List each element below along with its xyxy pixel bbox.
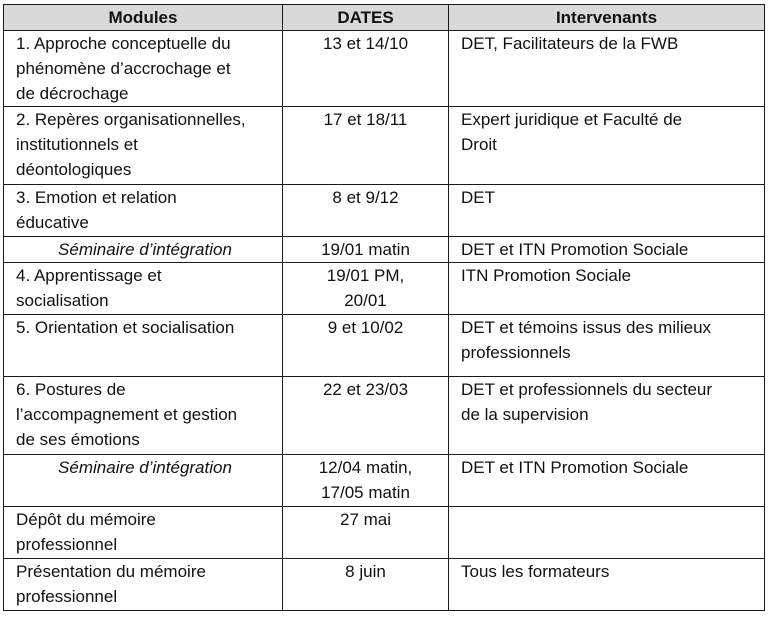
intervenants-cell <box>449 185 765 237</box>
module-cell <box>4 507 283 559</box>
module-text: 5. Orientation et socialisation <box>16 318 235 337</box>
dates-cell <box>283 237 449 263</box>
table-row <box>4 31 765 107</box>
intervenants-text: DET et témoins issus des milieux <box>461 318 712 337</box>
module-text: déontologiques <box>16 160 132 179</box>
dates-cell <box>283 107 449 185</box>
intervenants-cell <box>449 107 765 185</box>
intervenants-cell <box>449 237 765 263</box>
dates-text: 9 et 10/02 <box>327 318 404 337</box>
dates-text: 13 et 14/10 <box>322 34 409 53</box>
table-row <box>4 315 765 377</box>
intervenants-text: DET et professionnels du secteur <box>461 380 713 399</box>
module-text: de décrochage <box>16 84 129 103</box>
dates-cell <box>283 559 449 611</box>
intervenants-text: DET et ITN Promotion Sociale <box>461 458 689 477</box>
dates-text: 17/05 matin <box>321 483 410 502</box>
intervenants-cell <box>449 507 765 559</box>
dates-text: 27 mai <box>339 510 392 529</box>
module-text: socialisation <box>16 291 109 310</box>
table-row <box>4 507 765 559</box>
intervenants-text: DET <box>461 188 495 207</box>
intervenants-cell <box>449 31 765 107</box>
module-text: institutionnels et <box>16 135 138 154</box>
dates-text: 19/01 PM, <box>326 266 405 285</box>
intervenants-cell <box>449 315 765 377</box>
module-cell <box>4 377 283 455</box>
module-cell <box>4 559 283 611</box>
module-cell <box>4 107 283 185</box>
module-cell <box>4 315 283 377</box>
intervenants-text: professionnels <box>461 343 571 362</box>
intervenants-cell <box>449 263 765 315</box>
module-text: l’accompagnement et gestion <box>16 405 238 424</box>
module-text: 1. Approche conceptuelle du <box>16 34 231 53</box>
dates-cell <box>283 185 449 237</box>
intervenants-text: DET et ITN Promotion Sociale <box>461 240 689 259</box>
module-text: éducative <box>16 213 89 232</box>
table-row <box>4 455 765 507</box>
dates-cell <box>283 31 449 107</box>
header-intervenants: Intervenants <box>449 5 765 31</box>
dates-text: 22 et 23/03 <box>322 380 409 399</box>
module-text: 6. Postures de <box>16 380 126 399</box>
dates-text: 8 juin <box>345 562 386 581</box>
dates-text: 8 et 9/12 <box>332 188 399 207</box>
intervenants-cell <box>449 455 765 507</box>
module-text: professionnel <box>16 587 118 606</box>
header-modules: Modules <box>4 5 283 31</box>
table-row <box>4 559 765 611</box>
module-cell <box>4 237 283 263</box>
header-dates: DATES <box>283 5 449 31</box>
intervenants-text: de la supervision <box>461 405 589 424</box>
dates-cell <box>283 377 449 455</box>
dates-cell <box>283 507 449 559</box>
module-text: 2. Repères organisationnelles, <box>16 110 246 129</box>
module-cell <box>4 263 283 315</box>
module-cell <box>4 185 283 237</box>
module-cell <box>4 31 283 107</box>
module-text: 3. Emotion et relation <box>16 188 177 207</box>
table-row <box>4 185 765 237</box>
intervenants-cell <box>449 559 765 611</box>
module-text: de ses émotions <box>16 430 140 449</box>
seminar-text: Séminaire d’intégration <box>58 240 232 259</box>
header-row <box>4 5 765 31</box>
table-row <box>4 263 765 315</box>
module-text: 4. Apprentissage et <box>16 266 162 285</box>
module-cell <box>4 455 283 507</box>
dates-text: 12/04 matin, <box>318 458 413 477</box>
dates-text: 19/01 matin <box>321 240 410 259</box>
intervenants-text: Expert juridique et Faculté de <box>461 110 683 129</box>
dates-cell <box>283 263 449 315</box>
dates-cell <box>283 455 449 507</box>
dates-cell <box>283 315 449 377</box>
dates-text: 17 et 18/11 <box>323 110 408 129</box>
table-row <box>4 377 765 455</box>
module-text: professionnel <box>16 535 118 554</box>
schedule-table-container <box>3 4 765 611</box>
schedule-table <box>3 4 765 611</box>
intervenants-cell <box>449 377 765 455</box>
module-text: phénomène d’accrochage et <box>16 59 231 78</box>
intervenants-text: ITN Promotion Sociale <box>461 266 632 285</box>
dates-text: 20/01 <box>344 291 387 310</box>
intervenants-text: Tous les formateurs <box>461 562 610 581</box>
module-text: Présentation du mémoire <box>16 562 206 581</box>
module-text: Dépôt du mémoire <box>16 510 156 529</box>
intervenants-text: DET, Facilitateurs de la FWB <box>461 34 679 53</box>
table-row <box>4 237 765 263</box>
intervenants-text: Droit <box>461 135 497 154</box>
table-row <box>4 107 765 185</box>
seminar-text: Séminaire d’intégration <box>58 458 232 477</box>
